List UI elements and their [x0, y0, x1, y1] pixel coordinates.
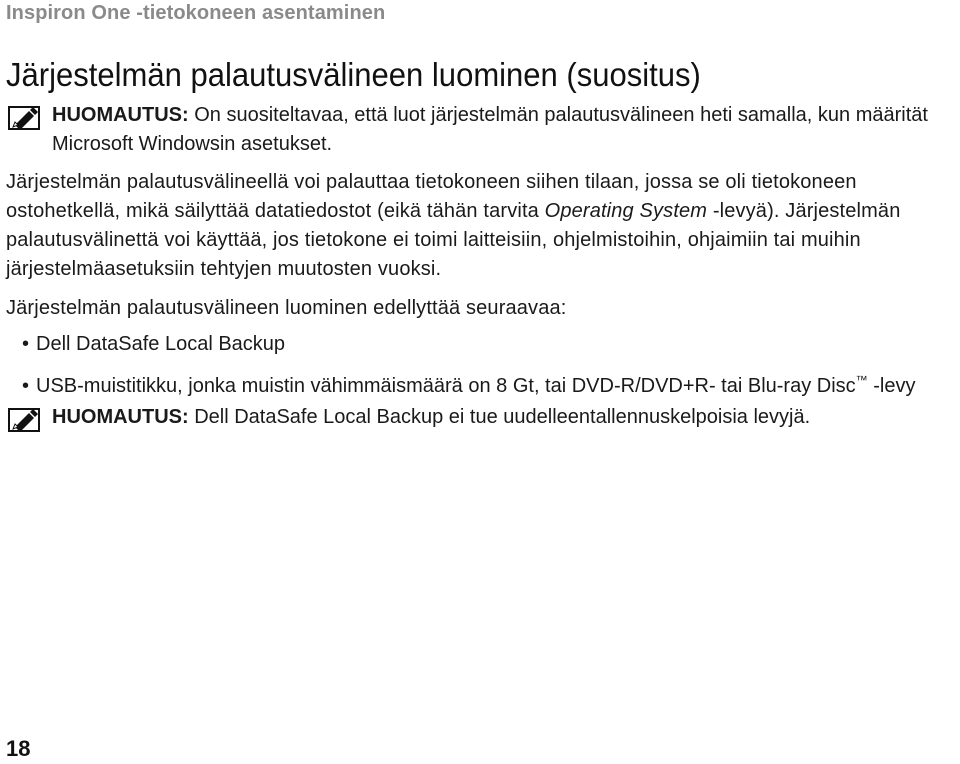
note-1 — [8, 101, 948, 159]
list-item-text: Dell DataSafe Local Backup — [36, 333, 286, 355]
note-label: HUOMAUTUS: — [52, 406, 189, 428]
note-label: HUOMAUTUS: — [52, 104, 189, 126]
bullet-icon: • — [22, 375, 30, 397]
note-text: On suositeltavaa, että luot järjestelmän palautusvälineen heti samalla, kun määrität Microsoft Windowsin asetukset. — [52, 104, 928, 155]
paragraph-requirements-intro: Järjestelmän palautusvälineen luominen edellyttää seuraavaa: — [6, 297, 567, 319]
list-item-text: USB-muistitikku, jonka muistin vähimmäismäärä on 8 Gt, tai DVD-R/DVD+R- tai Blu-ray Disc — [36, 375, 856, 397]
running-head: Inspiron One -tietokoneen asentaminen — [6, 2, 386, 24]
paragraph-text-cont: -levyä). Järjestelmän palautusvälinettä voi käyttää, jos tietokone ei toimi laitteisiin, ohjelmistoihin, ohjaimiin tai muihin järjestelmäasetuksiin tehtyjen muutosten vuoksi. — [6, 200, 901, 280]
pencil-note-icon — [8, 105, 40, 131]
list-item-text-end: -levy — [867, 375, 916, 397]
os-disc-name: Operating System — [544, 200, 708, 222]
pencil-note-icon — [8, 407, 40, 433]
list-item — [22, 366, 960, 401]
bullet-icon: • — [22, 333, 30, 355]
trademark-symbol: ™ — [855, 373, 868, 387]
page-number: 18 — [6, 736, 31, 761]
section-title: Järjestelmän palautusvälineen luominen (suositus) — [6, 56, 701, 93]
note-2 — [8, 403, 948, 432]
paragraph-restore — [6, 168, 956, 284]
paragraph-text: Järjestelmän palautusvälineellä voi palauttaa tietokoneen siihen tilaan, jossa se oli tietokoneen ostohetkellä, mikä säilyttää datatiedostot (eikä tähän tarvita — [6, 171, 857, 222]
note-text: Dell DataSafe Local Backup ei tue uudelleentallennuskelpoisia levyjä. — [188, 406, 811, 428]
list-item — [22, 330, 960, 359]
